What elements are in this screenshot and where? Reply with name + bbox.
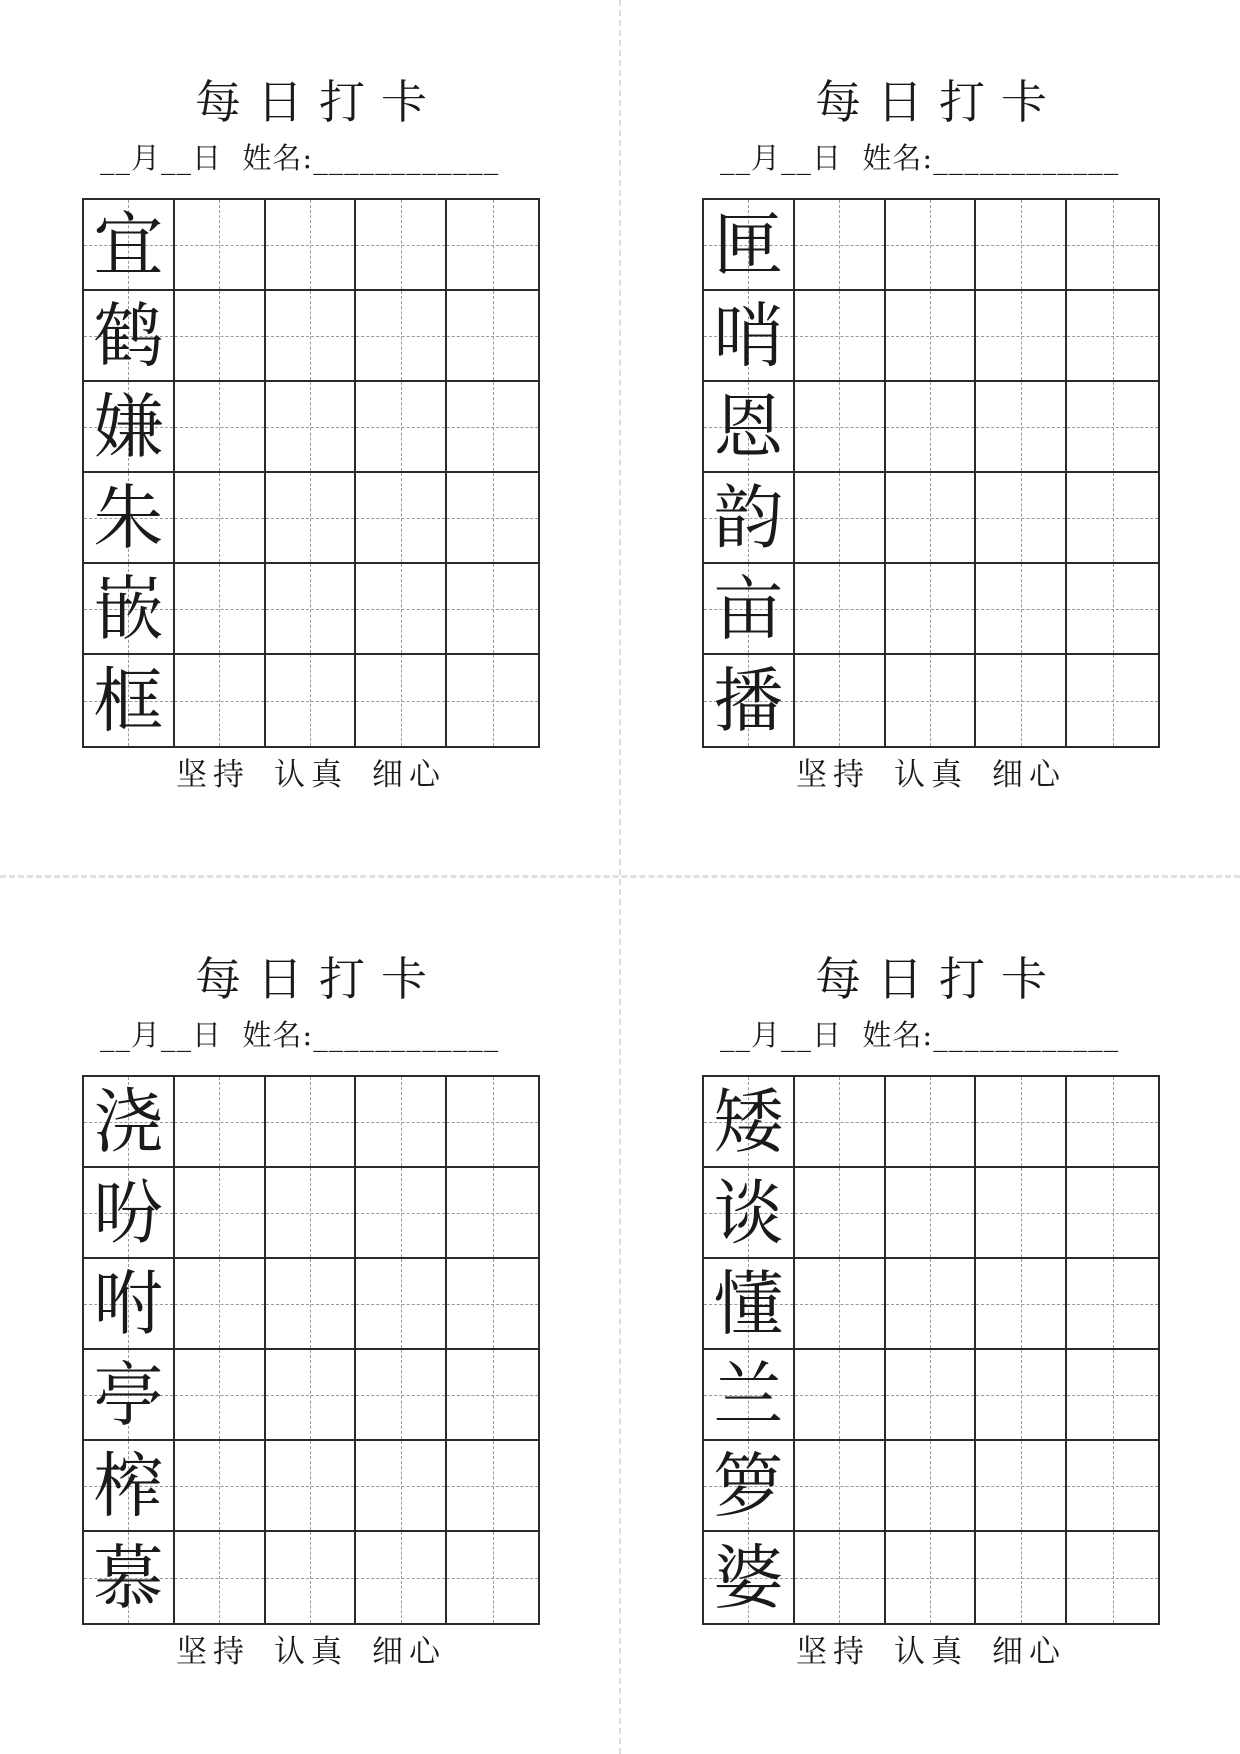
footer-word: 细心: [992, 757, 1066, 793]
model-character: 慕: [93, 1536, 164, 1619]
practice-cell: [266, 291, 357, 382]
practice-cell: [886, 1532, 977, 1623]
practice-cell: [1067, 1168, 1158, 1259]
practice-cell: [356, 564, 447, 655]
practice-sheet-top-left: [0, 0, 620, 877]
model-character: 宜: [93, 203, 164, 286]
model-character: 匣: [713, 203, 784, 286]
practice-sheet-top-right: [620, 0, 1240, 877]
practice-cell: [175, 382, 266, 473]
model-character-cell: [84, 1441, 175, 1532]
model-character-cell: [704, 1168, 795, 1259]
model-character: 谈: [713, 1171, 784, 1254]
model-character: 箩: [713, 1444, 784, 1527]
model-character: 鹤: [93, 294, 164, 377]
footer-word: 细心: [372, 757, 446, 793]
model-character: 恩: [713, 385, 784, 468]
date-name-line: __月__日 姓名:____________: [720, 1018, 1120, 1052]
model-character-cell: [84, 1077, 175, 1168]
practice-cell: [795, 1077, 886, 1168]
model-character-cell: [704, 564, 795, 655]
practice-cell: [795, 1259, 886, 1350]
practice-cell: [447, 1350, 538, 1441]
practice-cell: [886, 564, 977, 655]
practice-cell: [886, 473, 977, 564]
model-character: 亩: [713, 567, 784, 650]
practice-cell: [175, 1441, 266, 1532]
model-character: 浇: [93, 1080, 164, 1163]
practice-grid: [82, 198, 540, 748]
practice-cell: [447, 1077, 538, 1168]
practice-cell: [447, 1259, 538, 1350]
practice-cell: [886, 382, 977, 473]
practice-cell: [447, 655, 538, 746]
practice-cell: [795, 655, 886, 746]
model-character: 播: [713, 659, 784, 742]
practice-cell: [266, 1077, 357, 1168]
practice-cell: [976, 1350, 1067, 1441]
practice-cell: [976, 1168, 1067, 1259]
practice-cell: [447, 291, 538, 382]
practice-cell: [447, 1532, 538, 1623]
footer-word: 认真: [274, 757, 348, 793]
practice-cell: [795, 473, 886, 564]
practice-cell: [1067, 564, 1158, 655]
model-character-cell: [704, 1350, 795, 1441]
model-character-cell: [704, 1532, 795, 1623]
practice-cell: [266, 1350, 357, 1441]
practice-cell: [976, 200, 1067, 291]
practice-cell: [175, 200, 266, 291]
model-character: 嵌: [93, 567, 164, 650]
practice-cell: [356, 1350, 447, 1441]
practice-cell: [266, 473, 357, 564]
practice-cell: [266, 564, 357, 655]
practice-grid: [82, 1075, 540, 1625]
footer-word: 坚持: [176, 1634, 250, 1670]
practice-cell: [356, 473, 447, 564]
sheet-title: 每日打卡: [195, 952, 443, 1006]
practice-cell: [976, 564, 1067, 655]
practice-cell: [1067, 473, 1158, 564]
practice-cell: [1067, 382, 1158, 473]
sheet-title: 每日打卡: [815, 75, 1063, 129]
practice-cell: [266, 1259, 357, 1350]
model-character: 咐: [93, 1262, 164, 1345]
practice-cell: [976, 1077, 1067, 1168]
model-character-cell: [84, 1350, 175, 1441]
practice-cell: [1067, 200, 1158, 291]
footer-word: 坚持: [796, 757, 870, 793]
model-character: 朱: [93, 476, 164, 559]
practice-cell: [447, 1168, 538, 1259]
practice-cell: [976, 1532, 1067, 1623]
practice-cell: [1067, 655, 1158, 746]
practice-cell: [1067, 1350, 1158, 1441]
practice-cell: [886, 1441, 977, 1532]
model-character-cell: [84, 200, 175, 291]
model-character-cell: [704, 1077, 795, 1168]
practice-cell: [356, 1168, 447, 1259]
practice-grid: [702, 198, 1160, 748]
model-character: 吩: [93, 1171, 164, 1254]
model-character-cell: [84, 655, 175, 746]
model-character-cell: [84, 291, 175, 382]
model-character-cell: [704, 382, 795, 473]
practice-cell: [175, 291, 266, 382]
practice-cell: [1067, 291, 1158, 382]
practice-cell: [886, 655, 977, 746]
practice-sheet-bottom-right: [620, 877, 1240, 1754]
practice-cell: [356, 1441, 447, 1532]
practice-cell: [356, 291, 447, 382]
practice-sheet-bottom-left: [0, 877, 620, 1754]
practice-cell: [1067, 1259, 1158, 1350]
model-character-cell: [704, 655, 795, 746]
practice-cell: [175, 1350, 266, 1441]
practice-cell: [795, 1168, 886, 1259]
practice-cell: [356, 382, 447, 473]
practice-cell: [976, 473, 1067, 564]
model-character-cell: [84, 1259, 175, 1350]
model-character: 韵: [713, 476, 784, 559]
horizontal-cut-mark: [0, 875, 1240, 878]
practice-cell: [976, 1441, 1067, 1532]
footer-motto: [82, 1633, 540, 1671]
model-character-cell: [704, 473, 795, 564]
model-character-cell: [704, 291, 795, 382]
practice-cell: [266, 382, 357, 473]
footer-word: 细心: [372, 1634, 446, 1670]
practice-cell: [447, 473, 538, 564]
practice-cell: [356, 655, 447, 746]
practice-cell: [356, 200, 447, 291]
practice-cell: [175, 1077, 266, 1168]
practice-cell: [175, 1259, 266, 1350]
footer-motto: [702, 756, 1160, 794]
practice-cell: [795, 291, 886, 382]
practice-cell: [356, 1532, 447, 1623]
practice-cell: [886, 1168, 977, 1259]
model-character: 哨: [713, 294, 784, 377]
practice-cell: [447, 200, 538, 291]
sheet-title: 每日打卡: [815, 952, 1063, 1006]
model-character: 矮: [713, 1080, 784, 1163]
sheet-title: 每日打卡: [195, 75, 443, 129]
model-character-cell: [84, 564, 175, 655]
model-character-cell: [704, 1259, 795, 1350]
practice-cell: [175, 1168, 266, 1259]
practice-cell: [1067, 1441, 1158, 1532]
practice-cell: [175, 655, 266, 746]
practice-cell: [266, 655, 357, 746]
practice-cell: [795, 200, 886, 291]
footer-word: 坚持: [176, 757, 250, 793]
model-character-cell: [84, 382, 175, 473]
date-name-line: __月__日 姓名:____________: [100, 141, 500, 175]
practice-cell: [175, 473, 266, 564]
model-character-cell: [704, 1441, 795, 1532]
date-name-line: __月__日 姓名:____________: [100, 1018, 500, 1052]
model-character: 榨: [93, 1444, 164, 1527]
footer-word: 认真: [894, 757, 968, 793]
practice-cell: [976, 291, 1067, 382]
model-character: 框: [93, 659, 164, 742]
practice-cell: [447, 1441, 538, 1532]
practice-cell: [175, 564, 266, 655]
practice-cell: [976, 1259, 1067, 1350]
practice-cell: [266, 200, 357, 291]
practice-cell: [886, 1350, 977, 1441]
model-character: 嫌: [93, 385, 164, 468]
footer-word: 认真: [894, 1634, 968, 1670]
practice-cell: [1067, 1532, 1158, 1623]
date-name-line: __月__日 姓名:____________: [720, 141, 1120, 175]
model-character-cell: [84, 1168, 175, 1259]
practice-cell: [175, 1532, 266, 1623]
practice-cell: [886, 291, 977, 382]
practice-cell: [266, 1168, 357, 1259]
practice-cell: [795, 1532, 886, 1623]
practice-cell: [886, 200, 977, 291]
practice-cell: [356, 1259, 447, 1350]
practice-cell: [795, 1441, 886, 1532]
footer-word: 细心: [992, 1634, 1066, 1670]
practice-cell: [795, 1350, 886, 1441]
practice-cell: [356, 1077, 447, 1168]
practice-cell: [976, 382, 1067, 473]
footer-motto: [82, 756, 540, 794]
practice-cell: [795, 382, 886, 473]
practice-cell: [976, 655, 1067, 746]
practice-cell: [795, 564, 886, 655]
practice-cell: [266, 1441, 357, 1532]
practice-cell: [886, 1077, 977, 1168]
footer-word: 坚持: [796, 1634, 870, 1670]
model-character-cell: [84, 473, 175, 564]
practice-cell: [266, 1532, 357, 1623]
model-character: 婆: [713, 1536, 784, 1619]
model-character-cell: [84, 1532, 175, 1623]
practice-cell: [447, 382, 538, 473]
model-character-cell: [704, 200, 795, 291]
footer-word: 认真: [274, 1634, 348, 1670]
practice-cell: [886, 1259, 977, 1350]
practice-cell: [1067, 1077, 1158, 1168]
footer-motto: [702, 1633, 1160, 1671]
practice-cell: [447, 564, 538, 655]
model-character: 懂: [713, 1262, 784, 1345]
practice-grid: [702, 1075, 1160, 1625]
model-character: 亭: [93, 1353, 164, 1436]
model-character: 兰: [713, 1353, 784, 1436]
